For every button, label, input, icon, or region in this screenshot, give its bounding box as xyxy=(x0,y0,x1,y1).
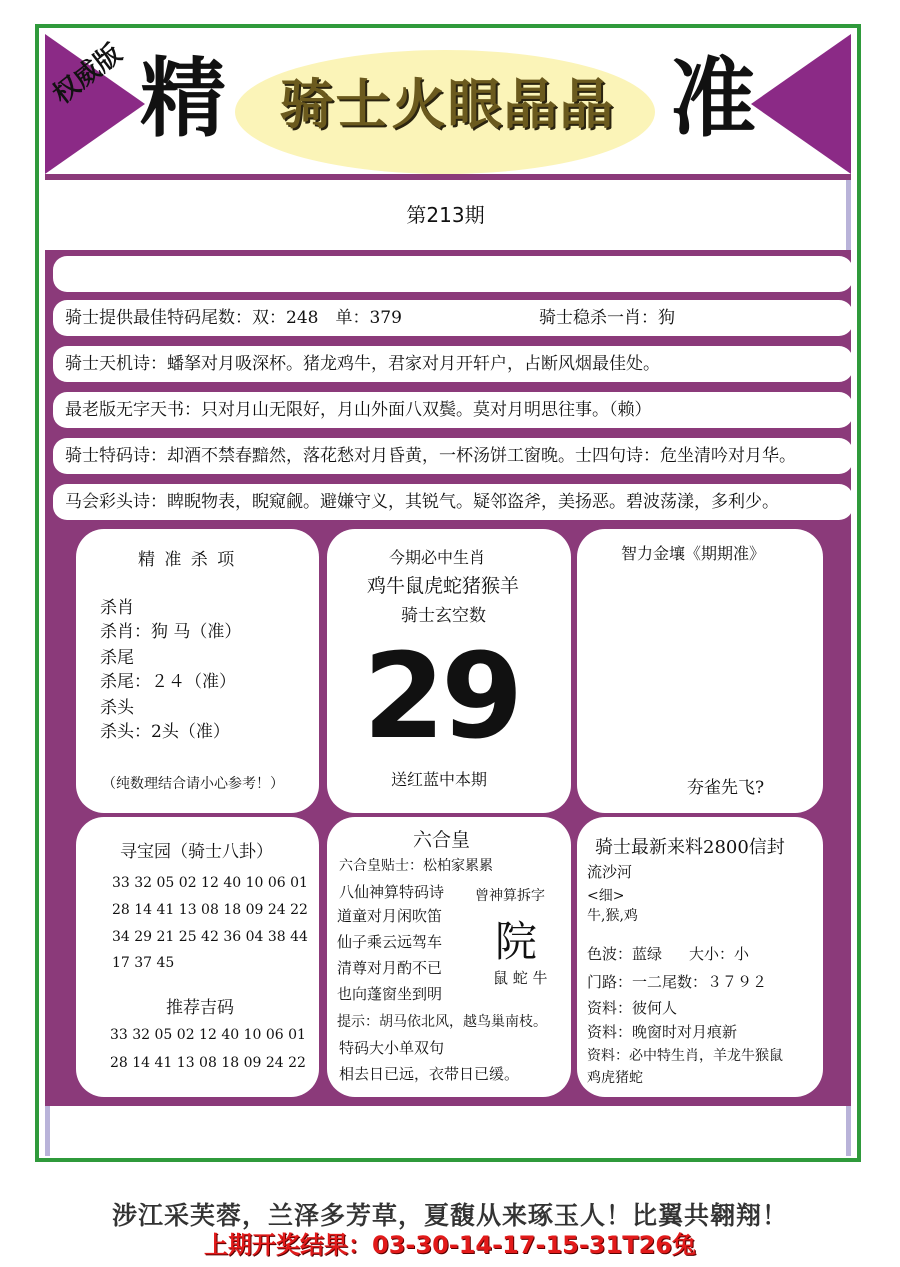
wisdom-title: 智力金壤《期期准》 xyxy=(621,544,766,563)
center-footer: 送红蓝中本期 xyxy=(391,770,488,789)
size-value: 大小：小 xyxy=(689,945,750,963)
info-line: 鸡虎猪蛇 xyxy=(587,1070,643,1086)
kill-line: 杀尾：２４（准） xyxy=(100,672,236,692)
period-number: 第213期 xyxy=(45,180,851,250)
poster-background xyxy=(45,34,851,1152)
header-right-char: 准 xyxy=(670,48,756,149)
wordless-book-text: 最老版无字天书：只对月山无限好，月山外面八双鬓。莫对月明思往事。（赖） xyxy=(65,400,652,420)
kill-line: 杀头 xyxy=(100,698,134,718)
latest-line: 流沙河 xyxy=(587,863,633,881)
treasure-number-line: 17 37 45 xyxy=(112,955,175,971)
char-title: 曾神算拆字 xyxy=(475,888,545,904)
wisdom-answer: 夯雀先飞? xyxy=(687,778,765,798)
special-poem-row xyxy=(53,438,853,474)
door-road: 门路：一二尾数：３７９２ xyxy=(587,973,768,991)
treasure-title: 寻宝园（骑士八卦） xyxy=(120,842,273,862)
kill-one-zodiac: 骑士稳杀一肖：狗 xyxy=(539,308,675,328)
latest-title: 骑士最新来料2800信封 xyxy=(595,837,785,858)
baxian-line: 仙子乘云远驾车 xyxy=(337,933,443,951)
right-triangle-decoration xyxy=(751,34,851,174)
size-poem-title: 特码大小单双句 xyxy=(339,1039,445,1057)
footer-poem: 涉江采芙蓉，兰泽多芳草，夏馥从来琢玉人！比翼共翱翔！ xyxy=(111,1201,788,1230)
wisdom-card xyxy=(577,529,823,813)
kill-line: 杀肖 xyxy=(100,598,134,618)
kill-card-title: 精 准 杀 项 xyxy=(138,550,237,570)
tianji-poem-row xyxy=(53,346,853,382)
split-char: 院 xyxy=(495,917,538,966)
lucky-number-line: 33 32 05 02 12 40 10 06 01 xyxy=(110,1027,306,1043)
edition-label: 权威版 xyxy=(47,38,128,111)
poster-title: 骑士火眼晶晶 xyxy=(279,72,616,136)
poster-frame xyxy=(35,24,861,1162)
kill-note: （纯数理结合请小心参考！） xyxy=(102,776,284,792)
latest-line: 牛,猴,鸡 xyxy=(587,908,638,924)
baxian-line: 道童对月闲吹笛 xyxy=(337,907,443,925)
baxian-line: 清尊对月酌不已 xyxy=(337,959,443,977)
xuankong-number: 29 xyxy=(363,627,520,765)
size-poem: 相去日已远，衣带日已缓。 xyxy=(339,1065,520,1083)
tianji-poem-text: 骑士天机诗：蟠拏对月吸深杯。猪龙鸡牛，君家对月开轩户，占断风烟最佳处。 xyxy=(65,354,660,374)
treasure-number-line: 34 29 21 25 42 36 04 38 44 xyxy=(112,929,308,945)
kill-line: 杀头：2头（准） xyxy=(100,722,230,742)
must-hit-zodiacs: 鸡牛鼠虎蛇猪猴羊 xyxy=(367,575,520,597)
kill-items-card xyxy=(76,529,319,813)
last-draw-result: 上期开奖结果：03-30-14-17-15-31T26兔 xyxy=(204,1231,696,1259)
treasure-number-line: 33 32 05 02 12 40 10 06 01 xyxy=(112,875,308,891)
tail-number-text: 骑士提供最佳特码尾数：双：248 单：379 xyxy=(65,308,402,328)
liuhe-card xyxy=(327,817,571,1097)
liuhe-tip: 六合皇贴士：松柏家累累 xyxy=(339,858,493,874)
tail-number-row xyxy=(53,300,853,336)
lucky-title: 推荐吉码 xyxy=(166,998,234,1018)
horse-club-poem-text: 马会彩头诗：睥睨物表，睨窥觎。避嫌守义，其锐气。疑邻盗斧，美扬恶。碧波荡漾，多利少。 xyxy=(65,492,779,512)
info-line: 资料：必中特生肖，羊龙牛猴鼠 xyxy=(587,1048,783,1064)
header-left-char: 精 xyxy=(140,48,226,149)
liuhe-title: 六合皇 xyxy=(413,829,471,851)
color-wave: 色波：蓝绿 xyxy=(587,945,663,963)
header-banner xyxy=(45,34,851,174)
lucky-number-line: 28 14 41 13 08 18 09 24 22 xyxy=(110,1055,306,1071)
baxian-line: 也向蓬窗坐到明 xyxy=(337,985,443,1003)
must-hit-label: 今期必中生肖 xyxy=(389,548,486,567)
split-char-zodiacs: 鼠 蛇 牛 xyxy=(493,969,548,987)
center-card xyxy=(327,529,571,813)
special-poem-text: 骑士特码诗：却酒不禁春黯然，落花愁对月昏黄，一杯汤饼工窗晚。士四句诗：危坐清吟对月华。 xyxy=(65,446,796,466)
xuankong-label: 骑士玄空数 xyxy=(401,606,486,626)
info-line: 资料：晚窗时对月痕新 xyxy=(587,1023,738,1041)
kill-line: 杀尾 xyxy=(100,648,134,668)
wordless-book-row xyxy=(53,392,853,428)
blank-row xyxy=(53,256,853,292)
bottom-blank-bar xyxy=(45,1106,851,1156)
latest-card xyxy=(577,817,823,1097)
treasure-number-line: 28 14 41 13 08 18 09 24 22 xyxy=(112,902,308,918)
baxian-title: 八仙神算特码诗 xyxy=(339,883,445,901)
horse-club-poem-row xyxy=(53,484,853,520)
latest-line: <细> xyxy=(587,888,625,904)
kill-line: 杀肖：狗 马（准） xyxy=(100,622,242,642)
liuhe-hint: 提示：胡马依北风，越鸟巢南枝。 xyxy=(337,1014,547,1030)
info-line: 资料：彼何人 xyxy=(587,999,678,1017)
treasure-card xyxy=(76,817,319,1097)
